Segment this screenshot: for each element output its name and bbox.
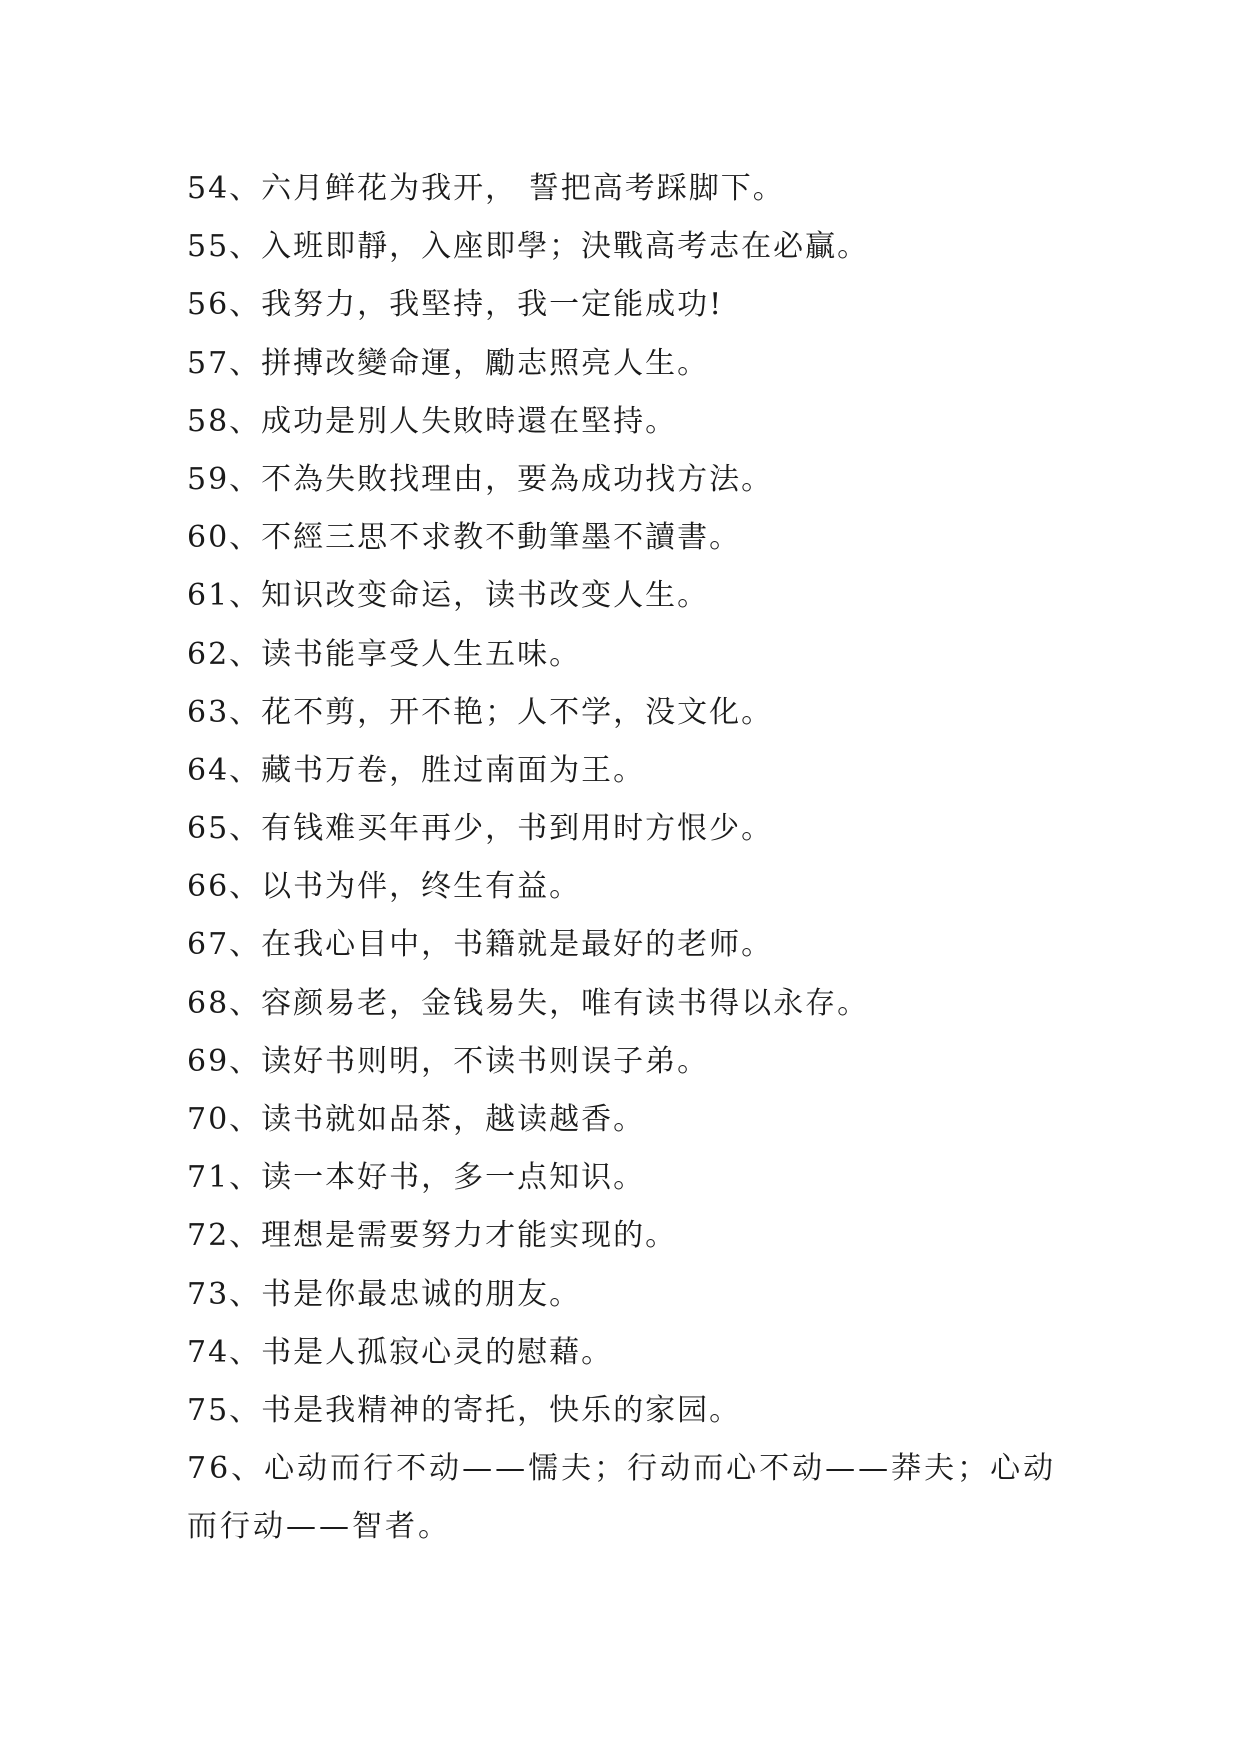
quote-line-59: 59、不為失敗找理由，要為成功找方法。 xyxy=(187,461,774,497)
quote-line-66: 66、以书为伴，终生有益。 xyxy=(187,869,582,905)
quote-line-61: 61、知识改变命运，读书改变人生。 xyxy=(187,578,710,614)
quote-line-73: 73、书是你最忠诚的朋友。 xyxy=(187,1276,582,1312)
quote-line-70: 70、读书就如品茶，越读越香。 xyxy=(187,1102,646,1137)
quote-line-71: 71、读一本好书，多一点知识。 xyxy=(187,1160,646,1196)
quote-line-72: 72、理想是需要努力才能实现的。 xyxy=(187,1218,678,1254)
quote-line-64: 64、藏书万卷，胜过南面为王。 xyxy=(187,752,646,788)
quote-line-55: 55、入班即靜，入座即學；決戰高考志在必贏。 xyxy=(187,229,870,265)
quote-line-65: 65、有钱难买年再少，书到用时方恨少。 xyxy=(187,811,774,847)
quote-line-54: 54、六月鲜花为我开， 誓把高考踩脚下。 xyxy=(187,171,785,206)
quote-line-75: 75、书是我精神的寄托，快乐的家园。 xyxy=(187,1392,742,1428)
quote-line-69: 69、读好书则明，不读书则误子弟。 xyxy=(187,1043,710,1079)
quote-list xyxy=(187,160,1067,1557)
quote-line-58: 58、成功是別人失敗時還在堅持。 xyxy=(187,403,678,439)
quote-line-67: 67、在我心目中，书籍就是最好的老师。 xyxy=(187,927,774,963)
quote-line-68: 68、容颜易老，金钱易失，唯有读书得以永存。 xyxy=(187,985,870,1021)
quote-line-76: 76、心动而行不动——懦夫；行动而心不动——莽夫；心动而行动——智者。 xyxy=(187,1451,1057,1545)
quote-line-56: 56、我努力，我堅持，我一定能成功! xyxy=(187,287,724,323)
quote-line-62: 62、读书能享受人生五味。 xyxy=(187,636,582,672)
quote-line-74: 74、书是人孤寂心灵的慰藉。 xyxy=(187,1334,614,1370)
quote-line-57: 57、拼搏改變命運，勵志照亮人生。 xyxy=(187,345,710,381)
quote-line-60: 60、不經三思不求教不動筆墨不讀書。 xyxy=(187,520,742,556)
quote-line-63: 63、花不剪，开不艳；人不学，没文化。 xyxy=(187,694,774,730)
